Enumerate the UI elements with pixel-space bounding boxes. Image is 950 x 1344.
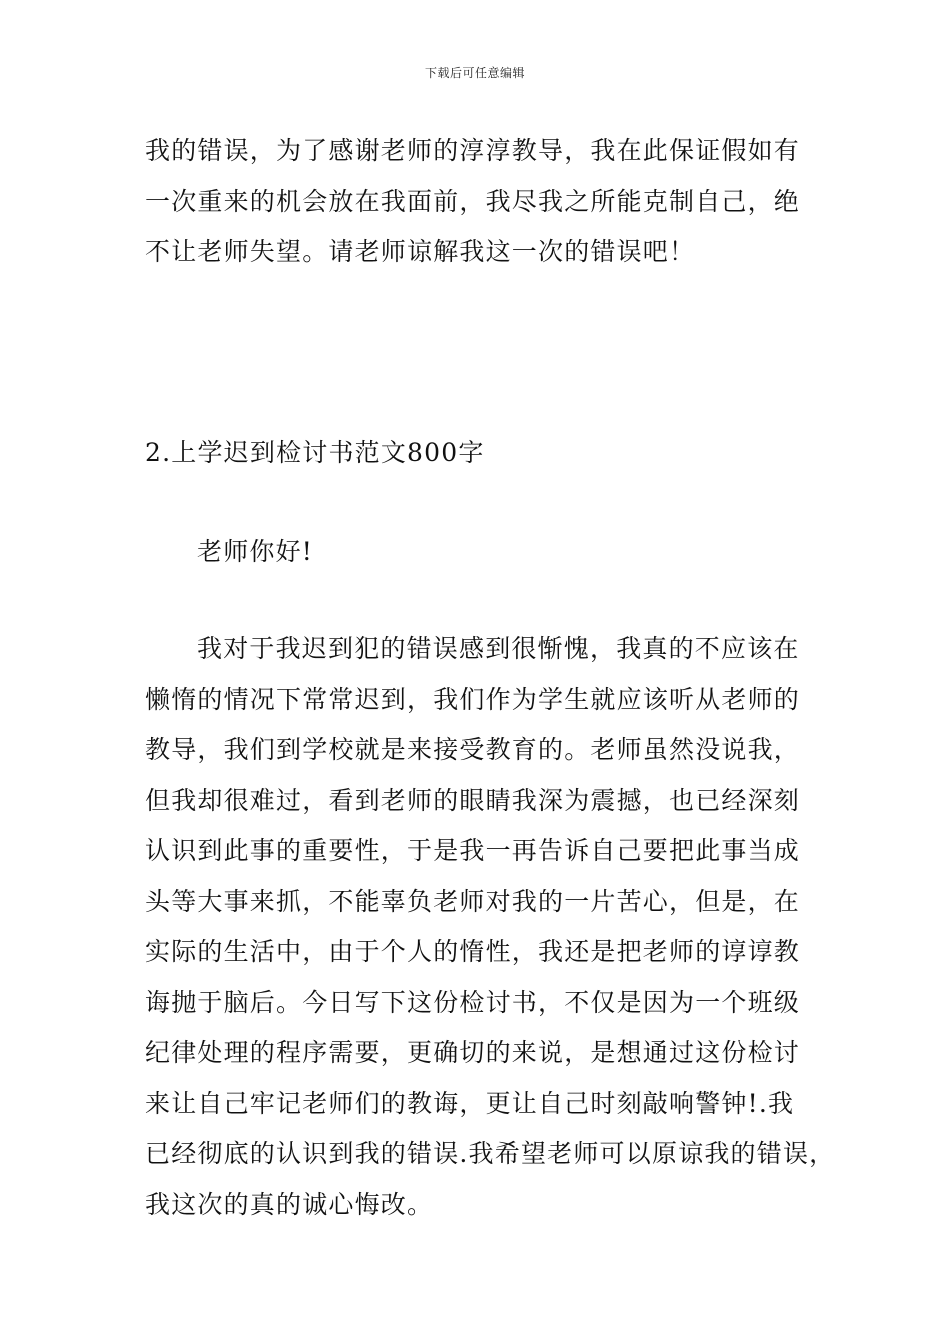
paragraph-line: 一次重来的机会放在我面前，我尽我之所能克制自己，绝 (145, 186, 801, 216)
paragraph-line: 来让自己牢记老师们的教诲，更让自己时刻敲响警钟!.我 (145, 1088, 795, 1118)
paragraph-line: 我对于我迟到犯的错误感到很惭愧，我真的不应该在 (197, 634, 800, 663)
letter-greeting (145, 527, 835, 578)
paragraph-apology-ending (145, 126, 835, 278)
section-heading (145, 428, 835, 479)
paragraph-line: 懒惰的情况下常常迟到，我们作为学生就应该听从老师的 (145, 684, 801, 714)
paragraph-line: 不让老师失望。请老师谅解我这一次的错误吧！ (145, 237, 696, 266)
paragraph-letter-body (145, 624, 835, 1230)
paragraph-line: 纪律处理的程序需要，更确切的来说，是想通过这份检讨 (145, 1038, 801, 1067)
paragraph-line: 实际的生活中，由于个人的惰性，我还是把老师的谆谆教 (145, 937, 801, 966)
paragraph-line: 诲抛于脑后。今日写下这份检讨书，不仅是因为一个班级 (145, 987, 801, 1017)
paragraph-line: 头等大事来抓，不能辜负老师对我的一片苦心，但是，在 (145, 886, 801, 916)
section-heading-text: 2.上学迟到检讨书范文800字 (145, 438, 485, 467)
paragraph-line: 已经彻底的认识到我的错误.我希望老师可以原谅我的错误， (145, 1139, 836, 1168)
paragraph-line: 教导，我们到学校就是来接受教育的。老师虽然没说我， (145, 735, 801, 764)
paragraph-line: 我这次的真的诚心悔改。 (145, 1189, 434, 1219)
greeting-text: 老师你好! (197, 537, 314, 566)
paragraph-line: 认识到此事的重要性，于是我一再告诉自己要把此事当成 (145, 836, 801, 865)
paragraph-line: 但我却很难过，看到老师的眼睛我深为震撼，也已经深刻 (145, 785, 801, 815)
page-header-note: 下载后可任意编辑 (424, 66, 525, 80)
paragraph-line: 我的错误，为了感谢老师的淳淳教导，我在此保证假如有 (145, 136, 801, 165)
